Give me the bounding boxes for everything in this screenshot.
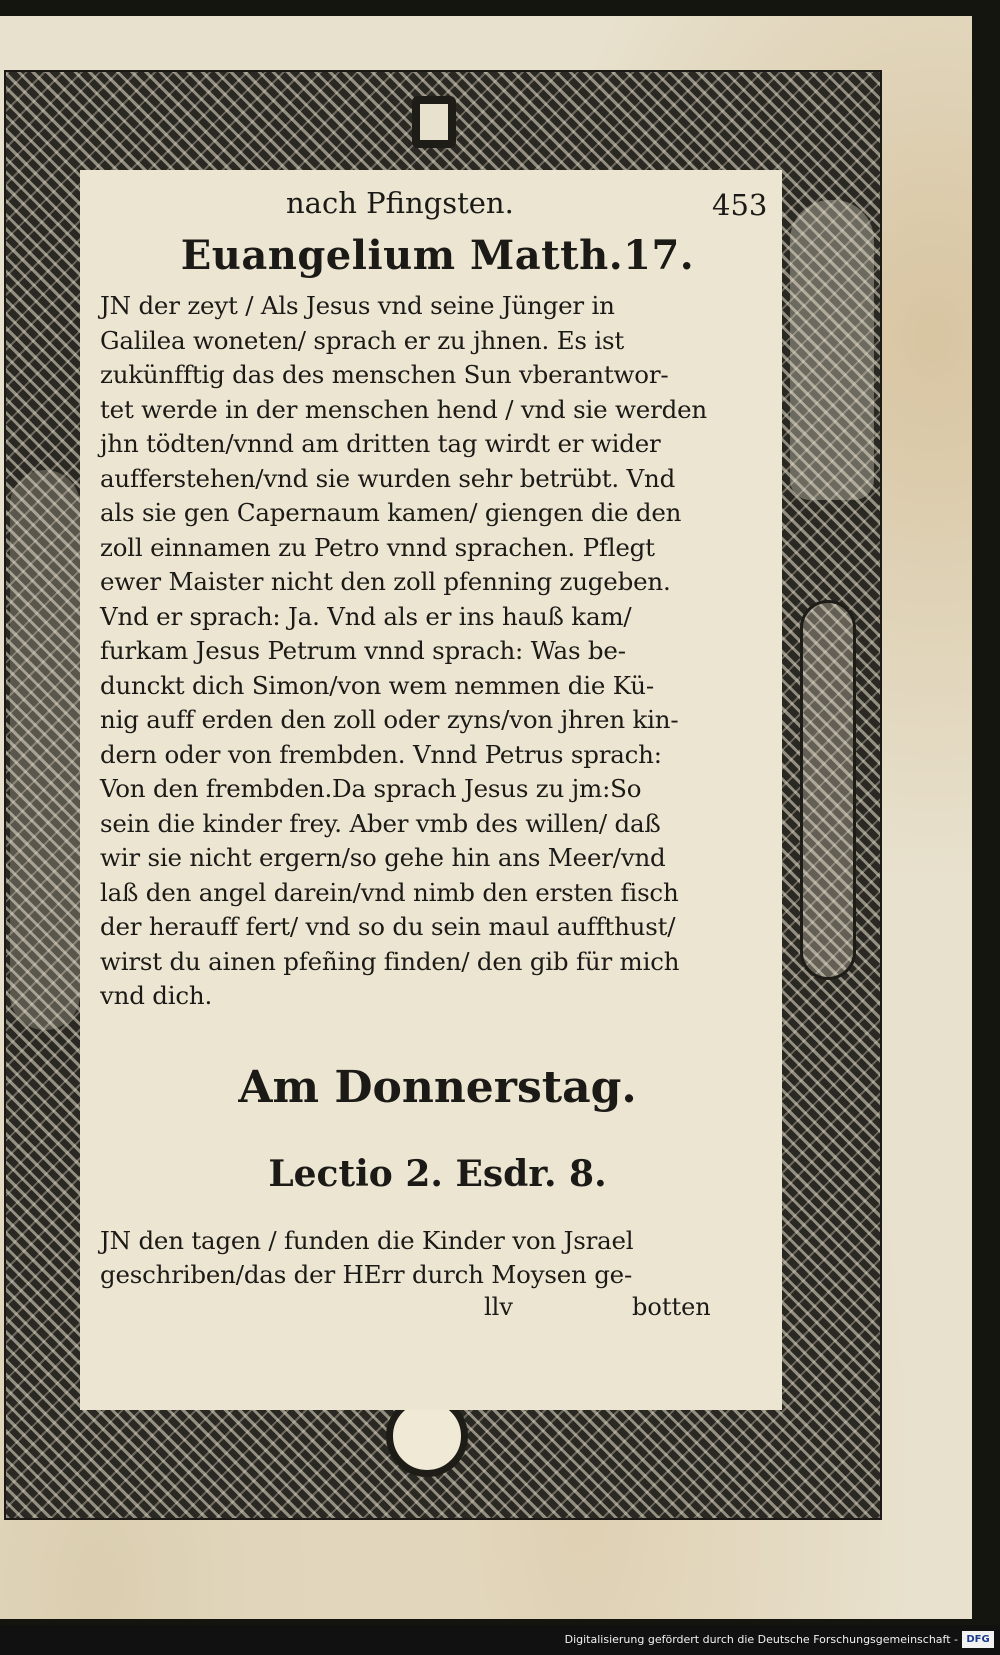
gospel-paragraph — [100, 289, 775, 1014]
text-line: nig auff erden den zoll oder zyns/von jhren kin- — [100, 705, 679, 734]
section-title: Euangelium Matth.17. — [180, 232, 695, 279]
day-heading: Am Donnerstag. — [238, 1061, 637, 1113]
text-line: zoll einnamen zu Petro vnnd sprachen. Pflegt — [100, 532, 655, 562]
text-line: dunckt dich Simon/von wem nemmen die Kü- — [100, 670, 654, 700]
text-line: ewer Maister nicht den zoll pfenning zugeben. — [100, 567, 671, 596]
text-line: JN der zeyt / Als Jesus vnd seine Jünger in — [100, 291, 615, 320]
page-number: 453 — [712, 188, 768, 222]
text-line: wirst du ainen pfeñing finden/ den gib für mich — [100, 946, 680, 976]
text-line: Von den frembden.Da sprach Jesus zu jm:So — [100, 774, 642, 803]
text-line: furkam Jesus Petrum vnnd sprach: Was be- — [100, 636, 626, 665]
lamp-ornament-icon — [412, 96, 456, 148]
reading-paragraph — [100, 1224, 775, 1293]
text-line: laß den angel darein/vnd nimb den ersten fisch — [100, 877, 679, 907]
reading-heading: Lectio 2. Esdr. 8. — [268, 1152, 607, 1195]
scroll-ornament-icon — [800, 600, 856, 980]
text-line: tet werde in der menschen hend / vnd sie werden — [100, 394, 707, 424]
text-block — [100, 178, 775, 1327]
text-line: zukünfftig das des menschen Sun vberantwor- — [100, 360, 669, 389]
running-title: nach Pfingsten. — [286, 186, 514, 220]
figure-ornament-icon — [790, 200, 874, 500]
medallion-ornament-icon — [10, 470, 80, 1030]
catchline — [100, 1293, 775, 1327]
text-line: sein die kinder frey. Aber vmb des willen/ daß — [100, 808, 661, 838]
text-line: wir sie nicht ergern/so gehe hin ans Meer/vnd — [100, 843, 666, 872]
text-line: Galilea woneten/ sprach er zu jhnen. Es ist — [100, 325, 624, 355]
text-line: jhn tödten/vnnd am dritten tag wirdt er wider — [100, 429, 661, 458]
text-line: JN den tagen / funden die Kinder von Jsrael — [100, 1225, 634, 1255]
text-line: als sie gen Capernaum kamen/ giengen die den — [100, 498, 682, 527]
digitization-footer — [0, 1625, 1000, 1655]
text-line: Vnd er sprach: Ja. Vnd als er ins hauß kam/ — [100, 601, 632, 631]
text-line: aufferstehen/vnd sie wurden sehr betrübt. Vnd — [100, 463, 676, 493]
running-head — [100, 178, 775, 228]
text-line: der herauff fert/ vnd so du sein maul auffthust/ — [100, 912, 676, 941]
catchword: botten — [632, 1292, 711, 1321]
funding-credit: Digitalisierung gefördert durch die Deutsche Forschungsgemeinschaft - — [564, 1633, 958, 1646]
text-line: dern oder von frembden. Vnnd Petrus sprach: — [100, 739, 662, 769]
signature-mark: llv — [484, 1292, 513, 1321]
dfg-logo: DFG — [962, 1631, 994, 1648]
text-line: vnd dich. — [100, 981, 213, 1010]
text-line: geschriben/das der HErr durch Moysen ge- — [100, 1260, 633, 1289]
